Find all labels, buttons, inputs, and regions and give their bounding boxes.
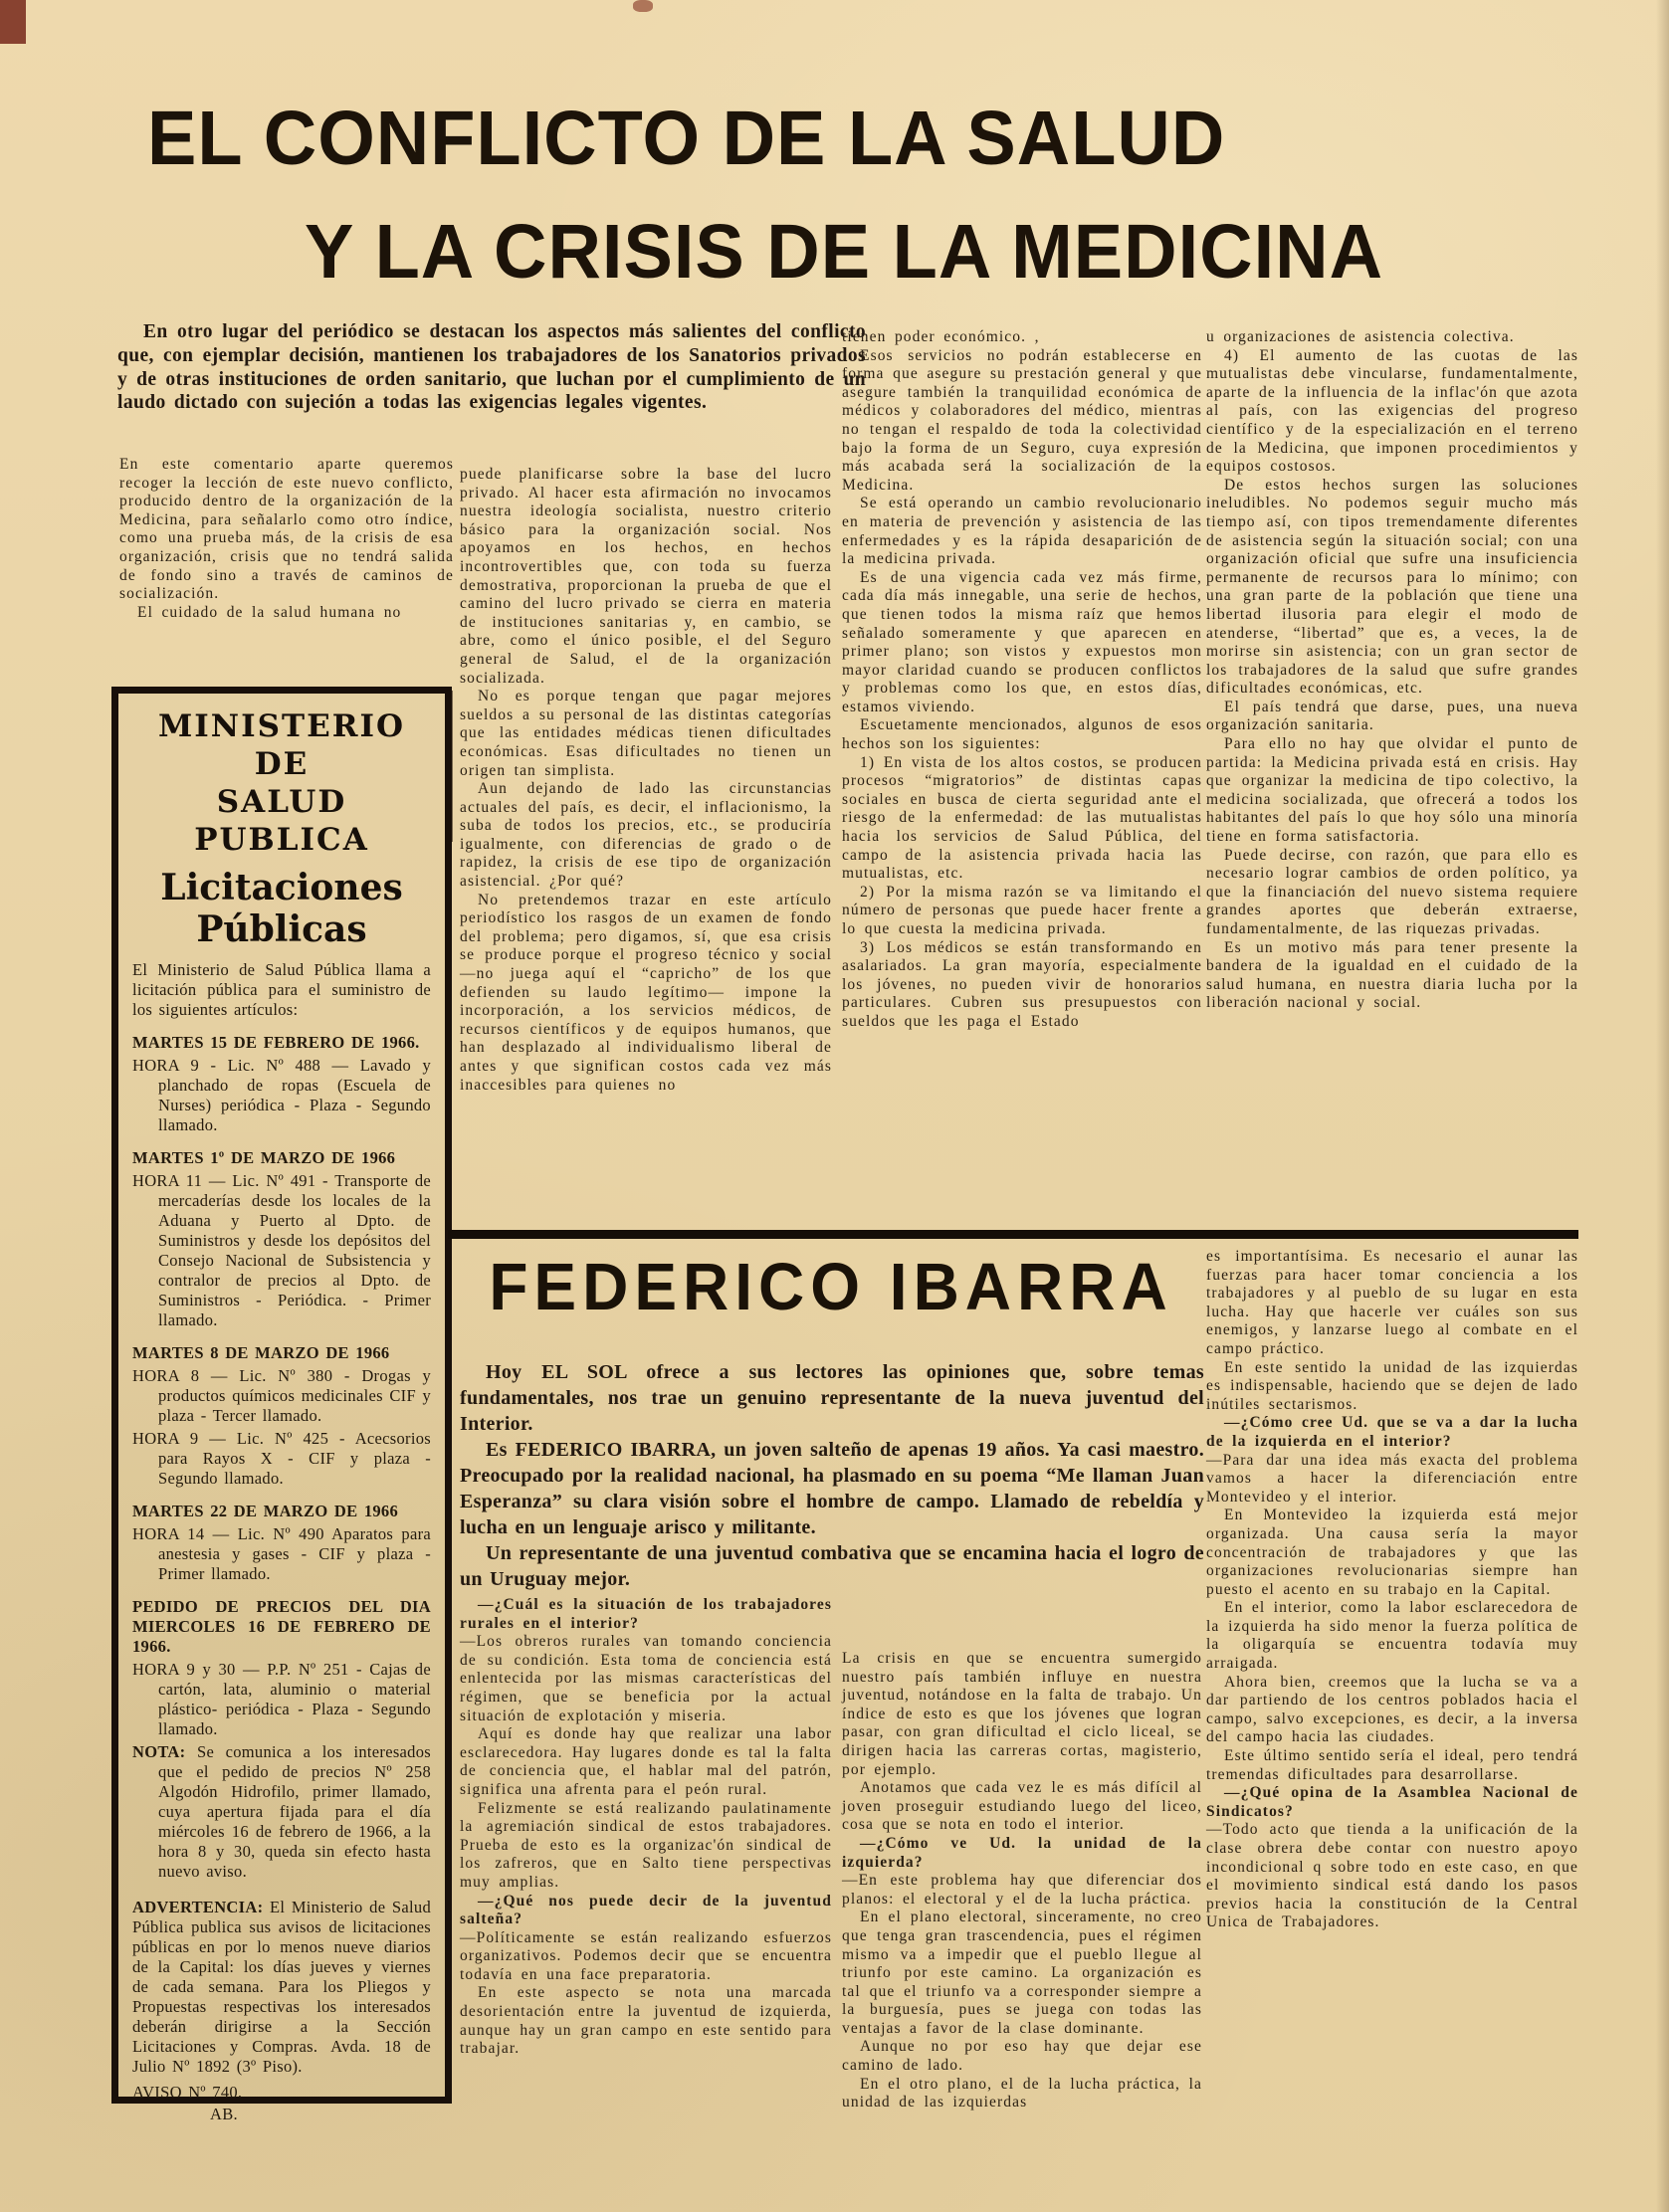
paragraph: —¿Cómo cree Ud. que se va a dar la lucha de la izquierda en el interior? bbox=[1206, 1414, 1578, 1450]
interview-lede-paragraph: Un representante de una juventud combativa que se encamina hacia el logro de un Uruguay mejor. bbox=[460, 1542, 1204, 1590]
paragraph: —Los obreros rurales van tomando conciencia de su condición. Esta toma de conciencia está enlentecida por las mismas características del régimen, que se beneficia por la actual situación de explotación y miseria. bbox=[460, 1633, 832, 1724]
paragraph: —Para dar una idea más exacta del problema vamos a hacer la diferenciación entre Montevideo y el interior. bbox=[1206, 1451, 1578, 1506]
paragraph: puede planificarse sobre la base del lucro privado. Al hacer esta afirmación no invocamos nuestra ideología socialista, nuestro criterio básico para la organización social. Nos apoyamos en los hechos, en hechos incontrovertibles que, con toda su fuerza demostrativa, proporcionan la prueba de que el camino del lucro privado se cierra en materia de instituciones sanitarias y, en cambio, se abre, como el único posible, el del Seguro general de Salud, el de la organización socializada. bbox=[460, 466, 832, 687]
paragraph: 3) Los médicos se están transformando en asalariados. La gran mayoría, especialmente los jóvenes, no pueden vivir de honorarios particulares. Cubren sus presupuestos con sueldos que les paga el Estado bbox=[842, 938, 1202, 1030]
paragraph: tienen poder económico. , bbox=[842, 328, 1040, 345]
tender-box-subtitle: Licitaciones Públicas bbox=[160, 867, 403, 950]
article-column-4 bbox=[1206, 328, 1578, 1228]
fold-line bbox=[450, 691, 453, 842]
paragraph: —¿Qué opina de la Asamblea Nacional de Sindicatos? bbox=[1206, 1784, 1578, 1820]
tender-box-body bbox=[132, 960, 431, 2124]
paragraph: es importantísima. Es necesario el aunar las fuerzas para hacer tomar conciencia a los trabajadores y al pueblo de su lugar en esta lucha. Hay que hacerle ver cuáles son sus enemigos, y lanzarse luego al combate en el campo práctico. bbox=[1206, 1248, 1578, 1357]
tender-box-paragraph: NOTA: Se comunica a los interesados que el pedido de precios Nº 258 Algodón Hidrofilo, primer llamado, cuya apertura fijada para el día miércoles 16 de febrero de 1966, a la hora 8 y 30, queda sin efecto hasta nuevo aviso. bbox=[132, 1742, 431, 1881]
paragraph: —Todo acto que tienda a la unificación de la clase obrera debe contar con nuestro apoyo incondicional q sobre todo en este caso, en que el movimiento sindical está dando los pasos previos hacia la constitución de la Central Unica de Trabajadores. bbox=[1206, 1821, 1578, 1931]
paragraph: Es de una vigencia cada vez más firme, cada día más innegable, una serie de hechos, que tienen todos la misma raíz que hemos señalado someramente y que aparecen en primer plano; son vistos y expuestos mon mayor claridad cuando se producen conflictos y problemas como los que, en estos días, estamos viviendo. bbox=[842, 568, 1202, 715]
paragraph: —Políticamente se están realizando esfuerzos organizativos. Podemos decir que se encuentra todavía en una face preparatoria. bbox=[460, 1928, 832, 1983]
ink-smudge bbox=[633, 0, 653, 12]
paragraph: En este aspecto se nota una marcada desorientación entre la juventud de izquierda, aunque hay un gran campo en este sentido para trabajar. bbox=[460, 1984, 832, 2058]
paragraph: En este sentido la unidad de las izquierdas es indispensable, haciendo que se dejen de lado inútiles sectarismos. bbox=[1206, 1358, 1578, 1413]
tender-box-paragraph: AVISO Nº 740. bbox=[132, 2083, 243, 2102]
tender-box-paragraph: HORA 8 — Lic. Nº 380 - Drogas y productos químicos medicinales CIF y plaza - Tercer llamado. bbox=[132, 1366, 431, 1425]
article-column-1 bbox=[119, 456, 454, 675]
tender-box-paragraph: HORA 9 - Lic. Nº 488 — Lavado y planchado de ropas (Escuela de Nurses) periódica - Plaza - Segundo llamado. bbox=[132, 1056, 431, 1134]
page-edge-shadow bbox=[1656, 0, 1669, 2212]
paragraph: En Montevideo la izquierda está mejor organizada. Una causa sería la mayor concentración de trabajadores y que las organizaciones revolucionarias siempre han puesto el acento en su trabajo en la Capital. bbox=[1206, 1507, 1578, 1598]
tender-box-paragraph: HORA 14 — Lic. Nº 490 Aparatos para anestesia y gases - CIF y plaza - Primer llamado. bbox=[132, 1524, 431, 1583]
paragraph: u organizaciones de asistencia colectiva. bbox=[1206, 328, 1515, 345]
paragraph: La crisis en que se encuentra sumergido nuestro país también influye en nuestra juventud, notándose en la falta de trabajo. Un índice de esto es que los jóvenes que logran pasar, con gran dificultad el ciclo liceal, se dirigen hacia las carreras cortas, magisterio, por ejemplo. bbox=[842, 1650, 1202, 1778]
ink-smudge bbox=[0, 0, 26, 44]
tender-box-paragraph: MARTES 8 DE MARZO DE 1966 bbox=[132, 1343, 390, 1362]
paragraph: Ahora bien, creemos que la lucha se va a dar partiendo de los centros poblados hacia el campo, salvo excepciones, es decir, a la inversa del campo hacia las ciudades. bbox=[1206, 1673, 1578, 1746]
paragraph: —¿Qué nos puede decir de la juventud salteña? bbox=[460, 1892, 832, 1928]
paragraph: Anotamos que cada vez le es más difícil al joven proseguir estudiando luego del liceo, cosa que se nota en todo el interior. bbox=[842, 1779, 1202, 1834]
paragraph: —¿Cuál es la situación de los trabajadores rurales en el interior? bbox=[460, 1596, 832, 1632]
paragraph: 4) El aumento de las cuotas de las mutualistas debe vincularse, fundamentalmente, aparte de la influencia de la inflac'ón que azota al país, con las exigencias del progreso científico y de la especialización en el terreno de la Medicina, que imponen procedimientos y equipos costosos. bbox=[1206, 346, 1578, 476]
tender-box-paragraph: MARTES 1º DE MARZO DE 1966 bbox=[132, 1148, 396, 1167]
section-divider bbox=[448, 1230, 1578, 1239]
paragraph: Esos servicios no podrán establecerse en forma que asegure su prestación general y que asegure también la tranquilidad económica de médicos y colaboradores del médico, mientras no tengan el respaldo de toda la colectividad bajo la forma de un Seguro, cuya expresión más acabada será la socialización de la Medicina. bbox=[842, 346, 1202, 494]
paragraph: 2) Por la misma razón se va limitando el número de personas que puede hacer frente a lo que cuesta la medicina privada. bbox=[842, 883, 1202, 937]
paragraph: Aun dejando de lado las circunstancias actuales del país, es decir, el inflacionismo, la suba de todos los precios, etc., se produciría igualmente, con diferencias de grado o de rapidez, la crisis de ese tipo de organización asistencial. ¿Por qué? bbox=[460, 780, 832, 891]
paragraph: De estos hechos surgen las soluciones ineludibles. No podemos seguir mucho más tiempo así, con tipos tremendamente diferentes de asistencia según la situación social; con una organización oficial que sufre una insuficiencia permanente de recursos para lo mínimo; con una gran parte de la población que tiene una libertad ilusoria para elegir el modo de atenderse, “libertad” que es, a veces, la de morirse sin asistencia; con un gran sector de los trabajadores de la salud que sufre grandes dificultades económicas, etc. bbox=[1206, 476, 1578, 698]
paragraph: Se está operando un cambio revolucionario en materia de prevención y asistencia de las enfermedades y es la rápida desaparición de la medicina privada. bbox=[842, 495, 1202, 568]
paragraph: Es un motivo más para tener presente la bandera de la igualdad en el cuidado de la salud humana, en nuestra diaria lucha por la liberación nacional y social. bbox=[1206, 938, 1578, 1012]
tender-box-paragraph: ADVERTENCIA: El Ministerio de Salud Pública publica sus avisos de licitaciones públicas en por lo menos nueve diarios de la Capital: los días jueves y viernes de cada semana. Para los Pliegos y Propuestas respectivas los interesados deberán dirigirse a la Sección Licitaciones y Compras. Avda. 18 de Julio Nº 1892 (3º Piso). bbox=[132, 1898, 431, 2076]
paragraph: El país tendrá que darse, pues, una nueva organización sanitaria. bbox=[1206, 698, 1578, 734]
headline-line1: EL CONFLICTO DE LA SALUD bbox=[147, 95, 1226, 181]
paragraph: Este último sentido sería el ideal, pero tendrá tremendas dificultades para desarrollarse. bbox=[1206, 1747, 1578, 1783]
tender-box-paragraph: MARTES 15 DE FEBRERO DE 1966. bbox=[132, 1033, 420, 1052]
tender-box-paragraph: HORA 9 y 30 — P.P. Nº 251 - Cajas de cartón, lata, aluminio o material plástico- periódica - Plaza - Segundo llamado. bbox=[132, 1660, 431, 1738]
tender-box-paragraph: MARTES 22 DE MARZO DE 1966 bbox=[132, 1502, 399, 1520]
paragraph: En el otro plano, el de la lucha práctica, la unidad de las izquierdas bbox=[842, 2075, 1202, 2111]
interview-lede-paragraph: Hoy EL SOL ofrece a sus lectores las opiniones que, sobre temas fundamentales, nos trae un genuino representante de la nueva juventud del Interior. bbox=[460, 1361, 1204, 1435]
tender-box-paragraph: El Ministerio de Salud Pública llama a licitación pública para el suministro de los siguientes artículos: bbox=[132, 960, 431, 1019]
interview-column-1 bbox=[460, 1596, 832, 2207]
paragraph: Escuetamente mencionados, algunos de esos hechos son los siguientes: bbox=[842, 716, 1202, 753]
paragraph: Felizmente se está realizando paulatinamente la agremiación sindical de estos trabajadores. Prueba de esto es la organizac'ón sindical de los zafreros, que en Salto tiene perspectivas muy amplias. bbox=[460, 1799, 832, 1891]
paragraph: No pretendemos trazar en este artículo periodístico los rasgos de un examen de fondo del problema; pero digamos, sí, que esa crisis se produce porque el progreso técnico y social —no juega aquí el “capricho” de los que defienden su laudo legítimo— impone la incorporación, a los servicios médicos, de recursos científicos y de equipos humanos, que han desplazado al individualismo liberal de antes y que significan costos cada vez más inaccesibles para quienes no bbox=[460, 891, 832, 1094]
paragraph: —¿Cómo ve Ud. la unidad de la izquierda? bbox=[842, 1834, 1202, 1871]
paragraph: Aunque no por eso hay que dejar ese camino de lado. bbox=[842, 2038, 1202, 2075]
article-column-3 bbox=[842, 328, 1202, 1228]
paragraph: En el plano electoral, sinceramente, no creo que tenga gran trascendencia, pues el régimen mismo va a impedir que el pueblo llegue al triunfo por este camino. La organización es tal que el triunfo va a corresponder siempre a la burguesía, pues se juega con todas las ventajas a favor de la clase dominante. bbox=[842, 1909, 1202, 2037]
article-lede: En otro lugar del periódico se destacan los aspectos más salientes del conflicto que, con ejemplar decisión, mantienen los trabajadores de los Sanatorios privados y de otras instituciones de orden sanitario, que luchan por el cumplimiento de un laudo dictado con sujeción a todas las exigencias legales vigentes. bbox=[117, 321, 866, 414]
paragraph: En el interior, como la labor esclarecedora de la izquierda ha sido menor la fuerza política de la oligarquía se encuentra todavía muy arraigada. bbox=[1206, 1599, 1578, 1673]
tender-box-title-line1: MINISTERIO DE bbox=[157, 708, 405, 782]
interview-headline: FEDERICO IBARRA bbox=[489, 1249, 1173, 1324]
tender-box-paragraph: HORA 11 — Lic. Nº 491 - Transporte de mercaderías desde los locales de la Aduana y Puerto al Dpto. de Suministros y desde los depósitos del Consejo Nacional de Subsistencia y contralor de precios al Dpto. de Suministros - Periódica. - Primer llamado. bbox=[132, 1171, 431, 1329]
tender-box-title-line2: SALUD PUBLICA bbox=[194, 784, 369, 858]
tender-box bbox=[111, 687, 452, 2123]
interview-lede-paragraph: Es FEDERICO IBARRA, un joven salteño de apenas 19 años. Ya casi maestro. Preocupado por la realidad nacional, ha plasmado en su poema “Me llaman Juan Esperanza” su clara visión sobre el hombre de campo. Llamado de rebeldía y lucha en un lenguaje arisco y militante. bbox=[460, 1439, 1204, 1538]
paragraph: 1) En vista de los altos costos, se producen procesos “migratorios” de distintas capas sociales en busca de cierta seguridad ante el riesgo de la enfermedad: de las mutualistas hacia los servicios de Salud Pública, del campo de la asistencia privada hacia las mutualistas, etc. bbox=[842, 753, 1202, 883]
paragraph: El cuidado de la salud humana no bbox=[137, 603, 402, 621]
paragraph: Puede decirse, con razón, que para ello es necesario lograr cambios de orden político, ya que la financiación del nuevo sistema requiere grandes aportes que deberán extraerse, fundamentalmente, de las riquezas privadas. bbox=[1206, 846, 1578, 937]
paragraph: —En este problema hay que diferenciar dos planos: el electoral y el de la lucha práctica. bbox=[842, 1872, 1202, 1908]
headline-line2: Y LA CRISIS DE LA MEDICINA bbox=[305, 208, 1384, 295]
tender-box-paragraph: PEDIDO DE PRECIOS DEL DIA MIERCOLES 16 DE FEBRERO DE 1966. bbox=[132, 1597, 431, 1656]
tender-box-paragraph: AB. bbox=[210, 2105, 238, 2123]
article-column-2 bbox=[460, 466, 832, 1228]
interview-lede bbox=[460, 1359, 1204, 1592]
interview-column-3 bbox=[1206, 1248, 1578, 2207]
paragraph: No es porque tengan que pagar mejores sueldos a su personal de las distintas categorías que las entidades médicas tienen dificultades económicas. Esas dificultades no tienen un origen tan simplista. bbox=[460, 688, 832, 779]
paragraph: En este comentario aparte queremos recoger la lección de este nuevo conflicto, producido dentro de la organización de la Medicina, para señalarlo como otro índice, como una prueba más, de la crisis de esa organización, crisis que no tendrá salida de fondo sino a través de caminos de socialización. bbox=[119, 456, 454, 603]
paragraph: Para ello no hay que olvidar el punto de partida: la Medicina privada está en crisis. Hay que organizar la medicina de tipo colectivo, la medicina socializada, que ofrecerá a todos los habitantes del país lo que hoy sólo una minoría tiene en forma satisfactoria. bbox=[1206, 735, 1578, 846]
interview-column-2 bbox=[842, 1650, 1202, 2209]
paragraph: Aquí es donde hay que realizar una labor esclarecedora. Hay lugares donde es tal la falta de conciencia que, el hablar mal del patrón, significa una afrenta para el peón rural. bbox=[460, 1725, 832, 1798]
tender-box-paragraph: HORA 9 — Lic. Nº 425 - Acecsorios para Rayos X - CIF y plaza - Segundo llamado. bbox=[132, 1429, 431, 1488]
